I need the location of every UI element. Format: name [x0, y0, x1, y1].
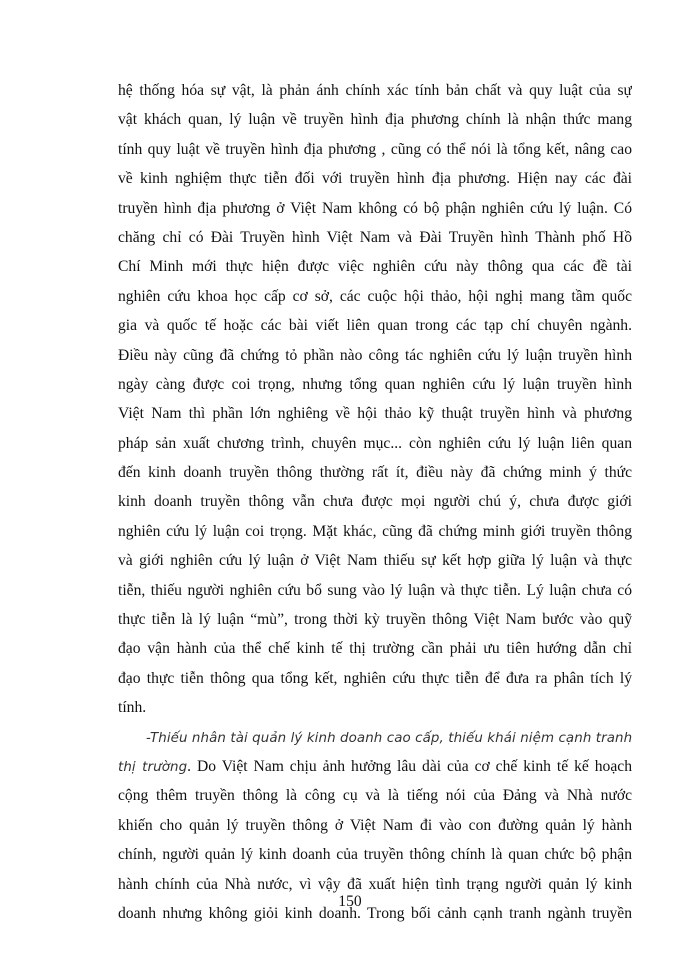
text-line: truyền hình địa phương ở Việt Nam không có bộ phận nghiên cứu lý luận. Có [118, 199, 632, 217]
text-line [118, 752, 632, 781]
text-line: nghiên cứu lý luận coi trọng. Mặt khác, cũng đã chứng minh giới truyền thông [118, 522, 632, 540]
italic-heading-cont: thị trường [118, 759, 188, 775]
text-line: pháp sản xuất chương trình, chuyên mục... còn nghiên cứu lý luận liên quan [118, 434, 632, 452]
text-line: tính. [118, 699, 147, 717]
text-line: chính, người quản lý kinh doanh của truyền thông chính là quan chức bộ phận [118, 846, 632, 864]
text-line: nghiên cứu khoa học cấp cơ sở, các cuộc hội thảo, hội nghị mang tầm quốc [118, 287, 632, 305]
text-line: đến kinh doanh truyền thông thường rất ít, điều này đã chứng minh ý thức [118, 464, 632, 482]
text-line: thực tiễn là lý luận “mù”, trong thời kỳ truyền thông Việt Nam bước vào quỹ [118, 611, 632, 629]
text-line: hành chính của Nhà nước, vì vậy đã xuất hiện tình trạng người quản lý kinh [118, 875, 632, 893]
text-line: Chí Minh mới thực hiện được việc nghiên cứu này thông qua các đề tài [118, 258, 632, 276]
text-line: khiến cho quản lý truyền thông ở Việt Nam đi vào con đường quản lý hành [118, 816, 632, 834]
text-line: gia và quốc tế hoặc các bài viết liên quan trong các tạp chí chuyên ngành. [118, 317, 632, 335]
text-line: Việt Nam thì phần lớn nghiêng về hội thảo kỹ thuật truyền hình và phương [118, 405, 632, 423]
page-number: 150 [338, 893, 362, 910]
text-line: doanh nhưng không giỏi kinh doanh. Trong bối cảnh cạnh tranh ngành truyền [118, 904, 632, 922]
text-line: kinh doanh truyền thông vẫn chưa được mọi người chú ý, chưa được giới [118, 493, 632, 511]
paragraph-heading-line [118, 723, 632, 752]
text-line: tính quy luật về truyền hình địa phương , cũng có thể nói là tổng kết, nâng cao [118, 140, 632, 158]
text-line: vật khách quan, lý luận về truyền hình địa phương chính là nhận thức mang [118, 111, 632, 129]
body-text [118, 76, 632, 928]
text-run: . Do Việt Nam chịu ảnh hưởng lâu dài của cơ chế kinh tế kế hoạch [187, 757, 632, 775]
text-line: đạo thực tiễn thông qua tổng kết, nghiên cứu thực tiễn để đưa ra phân tích lý [118, 669, 632, 687]
text-line: tiễn, thiếu người nghiên cứu bổ sung vào lý luận và thực tiễn. Lý luận chưa có [118, 581, 632, 599]
text-line: và giới nghiên cứu lý luận ở Việt Nam thiếu sự kết hợp giữa lý luận và thực [118, 552, 632, 570]
text-line: chăng chỉ có Đài Truyền hình Việt Nam và Đài Truyền hình Thành phố Hồ [118, 228, 632, 246]
text-line: hệ thống hóa sự vật, là phản ánh chính xác tính bản chất và quy luật của sự [118, 82, 632, 99]
text-line: cộng thêm truyền thông là công cụ và là tiếng nói của Đảng và Nhà nước [118, 787, 632, 805]
italic-heading: -Thiếu nhân tài quản lý kinh doanh cao cấp, thiếu khái niệm cạnh tranh [146, 730, 632, 746]
text-line: Điều này cũng đã chứng tỏ phần nào công tác nghiên cứu lý luận truyền hình [118, 346, 632, 364]
text-line: đạo vận hành của thể chế kinh tế thị trường cần phải ưu tiên hướng dẫn chỉ [118, 640, 632, 658]
text-line: về kinh nghiệm thực tiễn đối với truyền hình địa phương. Hiện nay các đài [118, 170, 632, 188]
text-line: ngày càng được coi trọng, nhưng tổng quan nghiên cứu lý luận truyền hình [118, 375, 632, 393]
